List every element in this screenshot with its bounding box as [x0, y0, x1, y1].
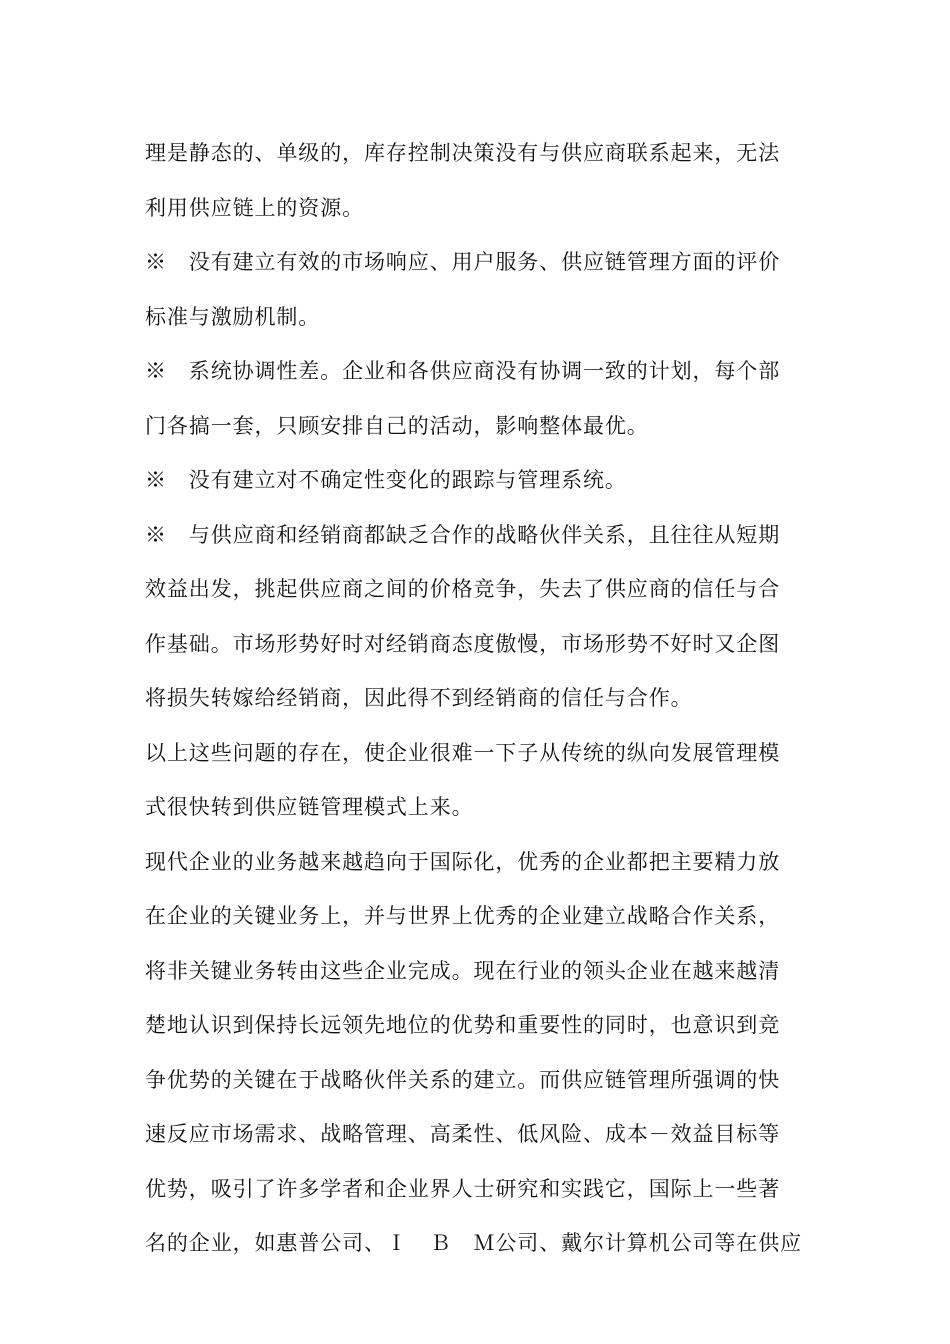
text-line: 将非关键业务转由这些企业完成。现在行业的领头企业在越来越清	[145, 958, 781, 983]
text-line: 以上这些问题的存在，使企业很难一下子从传统的纵向发展管理模	[145, 740, 781, 765]
text-line: 利用供应链上的资源。	[145, 195, 364, 220]
paragraph-bullet-partnership	[145, 508, 805, 726]
text-line: 标准与激励机制。	[145, 304, 321, 329]
text-line: 效益出发，挑起供应商之间的价格竞争，失去了供应商的信任与合	[145, 577, 781, 601]
text-line: 在企业的关键业务上，并与世界上优秀的企业建立战略合作关系，	[145, 904, 781, 928]
paragraph-inventory-static	[145, 126, 805, 235]
text-line: 门各搞一套，只顾安排自己的活动，影响整体最优。	[145, 413, 649, 438]
paragraph-modern-enterprise	[145, 835, 805, 1271]
text-line: 名的企业，如惠普公司、Ｉ Ｂ Ｍ公司、戴尔计算机公司等在供应	[145, 1231, 802, 1255]
paragraph-bullet-evaluation	[145, 235, 805, 344]
paragraph-bullet-coordination	[145, 344, 805, 453]
paragraph-bullet-uncertainty	[145, 453, 805, 508]
text-line: ※ 系统协调性差。企业和各供应商没有协调一致的计划，每个部	[145, 359, 781, 383]
text-line: 理是静态的、单级的，库存控制决策没有与供应商联系起来，无法	[145, 141, 781, 165]
text-line: ※ 没有建立有效的市场响应、用户服务、供应链管理方面的评价	[145, 250, 781, 274]
text-line: ※ 没有建立对不确定性变化的跟踪与管理系统。	[145, 468, 627, 492]
text-line: 式很快转到供应链管理模式上来。	[145, 795, 474, 819]
text-line: 作基础。市场形势好时对经销商态度傲慢，市场形势不好时又企图	[145, 631, 781, 656]
text-line: 现代企业的业务越来越趋向于国际化，优秀的企业都把主要精力放	[145, 849, 781, 874]
text-line: 优势，吸引了许多学者和企业界人士研究和实践它，国际上一些著	[145, 1176, 781, 1201]
paragraph-problems-summary	[145, 726, 805, 835]
document-body	[145, 126, 805, 1271]
text-line: 争优势的关键在于战略伙伴关系的建立。而供应链管理所强调的快	[145, 1067, 781, 1092]
text-line: 将损失转嫁给经销商，因此得不到经销商的信任与合作。	[145, 686, 693, 710]
text-line: ※ 与供应商和经销商都缺乏合作的战略伙伴关系，且往往从短期	[145, 522, 781, 547]
text-line: 楚地认识到保持长远领先地位的优势和重要性的同时，也意识到竞	[145, 1013, 781, 1037]
text-line: 速反应市场需求、战略管理、高柔性、低风险、成本－效益目标等	[145, 1122, 781, 1146]
